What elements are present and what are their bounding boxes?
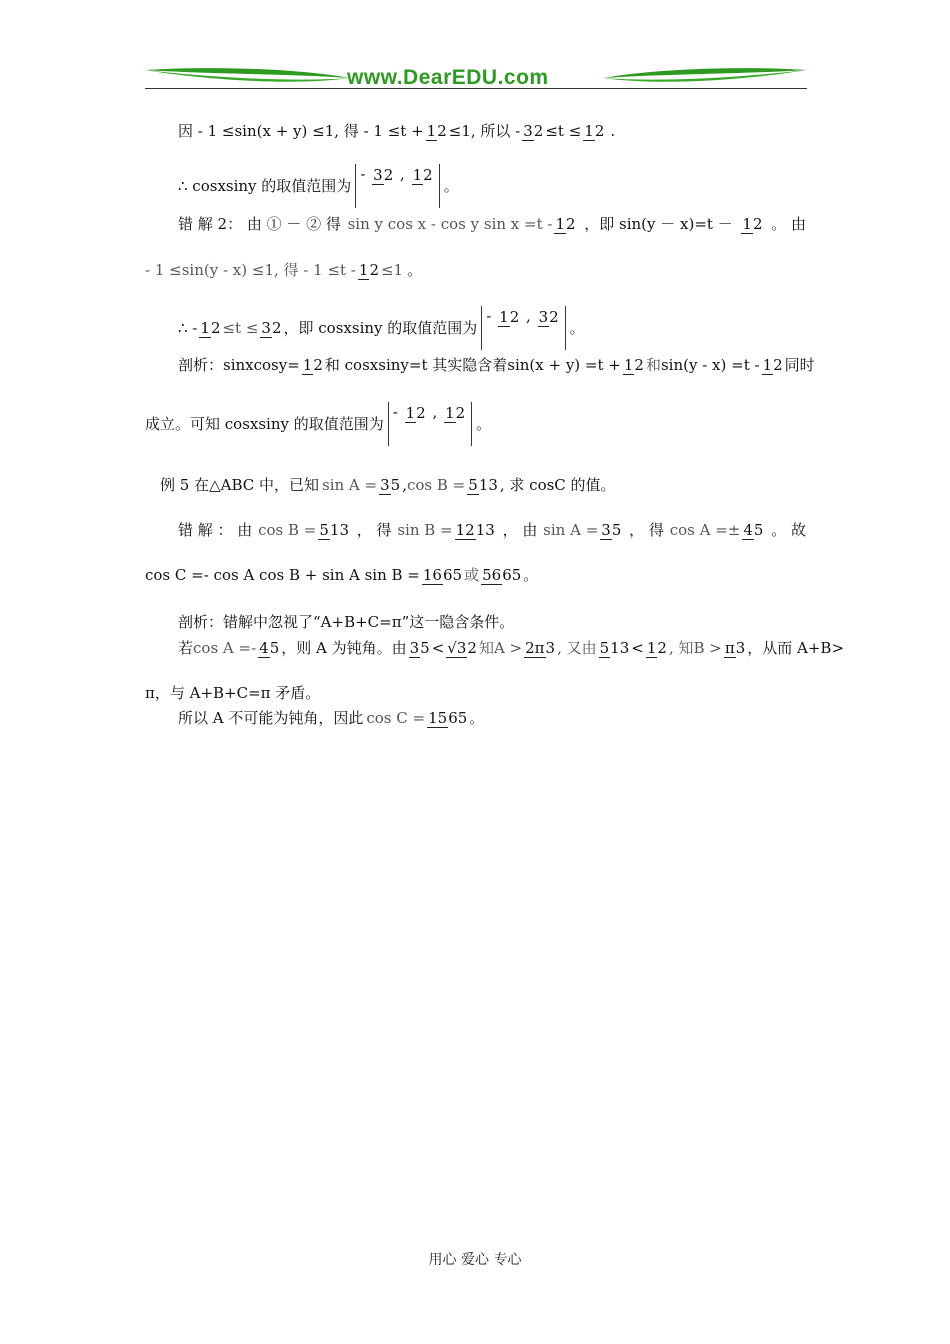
fraction: 1565 — [428, 708, 468, 727]
fraction: 12 — [302, 355, 323, 374]
fraction: 32 — [523, 121, 544, 140]
text: , — [402, 476, 407, 494]
line-1 — [178, 121, 615, 141]
fraction: 5665 — [482, 565, 522, 584]
fraction: 12 — [200, 318, 221, 337]
fraction: 12 — [584, 121, 605, 140]
text: 若 — [178, 639, 194, 657]
text: < — [431, 639, 445, 657]
line-10 — [145, 565, 538, 585]
fraction: 35 — [601, 520, 622, 539]
fraction: 1213 — [455, 520, 495, 539]
fraction: 12 — [358, 260, 379, 279]
fraction: 12 — [762, 355, 783, 374]
text: 和 — [645, 356, 661, 374]
text: ≤t ≤ — [545, 122, 582, 140]
page-footer: 用心 爱心 专心 — [428, 1252, 522, 1268]
line-8 — [160, 475, 616, 495]
text: 。 — [407, 261, 423, 279]
text: ， 得 — [629, 521, 664, 539]
formula: sin B = — [397, 521, 453, 539]
text: ，从而 A+B> — [747, 639, 845, 657]
formula: cos B = — [258, 521, 317, 539]
text: 剖析：sinxcosy= — [178, 356, 300, 374]
text: ，即 sin(y － x)=t － — [584, 215, 733, 233]
text: ∴ - — [178, 319, 198, 337]
line-5 — [178, 306, 585, 350]
interval-bracket: - 12 , 12 — [388, 402, 472, 446]
fraction: √32 — [447, 638, 477, 657]
fraction: 45 — [743, 520, 764, 539]
text: 。 — [443, 177, 459, 195]
formula: - 1 ≤sin(y - x) ≤1, 得 - 1 ≤t - — [145, 261, 356, 279]
text: ≤1, 所以 - — [448, 122, 521, 140]
text: ，即 cosxsiny 的取值范围为 — [283, 319, 478, 337]
line-13 — [145, 683, 320, 703]
formula: cos A =± — [669, 521, 741, 539]
fraction: 12 — [555, 214, 576, 233]
fraction: π3 — [724, 638, 746, 657]
formula: ≤1 — [380, 261, 404, 279]
formula: sin y cos x - cos y sin x =t - — [347, 215, 553, 233]
text: 。 — [476, 415, 492, 433]
brand-logo-text: www.DearEDU.com — [347, 66, 549, 89]
line-4 — [145, 260, 422, 280]
fraction: 513 — [468, 475, 498, 494]
fraction: 12 — [426, 121, 447, 140]
text: ，则 A 为钝角。由 — [281, 639, 407, 657]
line-2 — [178, 164, 459, 208]
text: 和 cosxsiny=t 其实隐含着 — [324, 356, 508, 374]
fraction: 513 — [599, 638, 630, 657]
text: . — [610, 122, 616, 140]
formula: cos B = — [406, 476, 466, 494]
line-11 — [178, 612, 514, 632]
text: 。 — [469, 709, 485, 727]
line-12 — [178, 638, 844, 658]
text: ∴ cosxsiny 的取值范围为 — [178, 177, 352, 195]
text: 剖析：错解中忽视了“A+B+C=π”这一隐含条件。 — [178, 613, 515, 631]
text: 或 — [464, 566, 480, 584]
text: 错 解 2： 由 ① － ② 得 — [178, 215, 341, 233]
text: π，与 A+B+C=π 矛盾。 — [145, 684, 321, 702]
text: 因 - 1 ≤sin(x + y) ≤1, 得 - 1 ≤t + — [178, 122, 424, 140]
text: , 又由 — [557, 639, 597, 657]
fraction: 35 — [380, 475, 401, 494]
line-9 — [178, 520, 806, 540]
text: 。 故 — [771, 521, 806, 539]
text: 知A > — [478, 639, 523, 657]
text: 。 由 — [771, 215, 806, 233]
fraction: 1665 — [422, 565, 463, 584]
fraction: 2π3 — [525, 638, 556, 657]
text: 同时 — [784, 356, 815, 374]
fraction: 12 — [646, 638, 667, 657]
fraction: 12 — [623, 355, 644, 374]
text: 。 — [523, 566, 539, 584]
line-14 — [178, 708, 484, 728]
fraction: 12 — [742, 214, 763, 233]
text: 错 解 ： 由 — [178, 521, 253, 539]
text: ， 由 — [502, 521, 538, 539]
line-7 — [145, 402, 491, 446]
formula: sin(y - x) =t - — [660, 356, 760, 374]
formula: sin A = — [322, 476, 378, 494]
interval-bracket: - 32 , 12 — [355, 164, 439, 208]
formula: sin(x + y) =t + — [507, 356, 621, 374]
text: 。 — [569, 319, 585, 337]
interval-bracket: - 12 , 32 — [481, 306, 565, 350]
text: < — [631, 639, 644, 657]
header-rule — [145, 88, 807, 89]
text: 成立。可知 cosxsiny 的取值范围为 — [145, 415, 384, 433]
formula: sin A = — [543, 521, 599, 539]
formula: cos C =- cos A cos B + sin A sin B = — [145, 566, 420, 584]
formula: cos C = — [366, 709, 426, 727]
text: 例 5 在△ABC 中，已知 — [160, 476, 319, 494]
fraction: 32 — [261, 318, 282, 337]
text: ， 得 — [356, 521, 392, 539]
text: 所以 A 不可能为钝角，因此 — [178, 709, 364, 727]
text: , 求 cosC 的值。 — [499, 476, 616, 494]
line-3 — [178, 214, 806, 234]
fraction: 513 — [319, 520, 349, 539]
formula: cos A =- — [193, 639, 257, 657]
line-6 — [178, 355, 815, 375]
fraction: 45 — [259, 638, 280, 657]
text: , 知B > — [668, 639, 722, 657]
fraction: 35 — [409, 638, 430, 657]
formula: ≤t ≤ — [222, 319, 259, 337]
